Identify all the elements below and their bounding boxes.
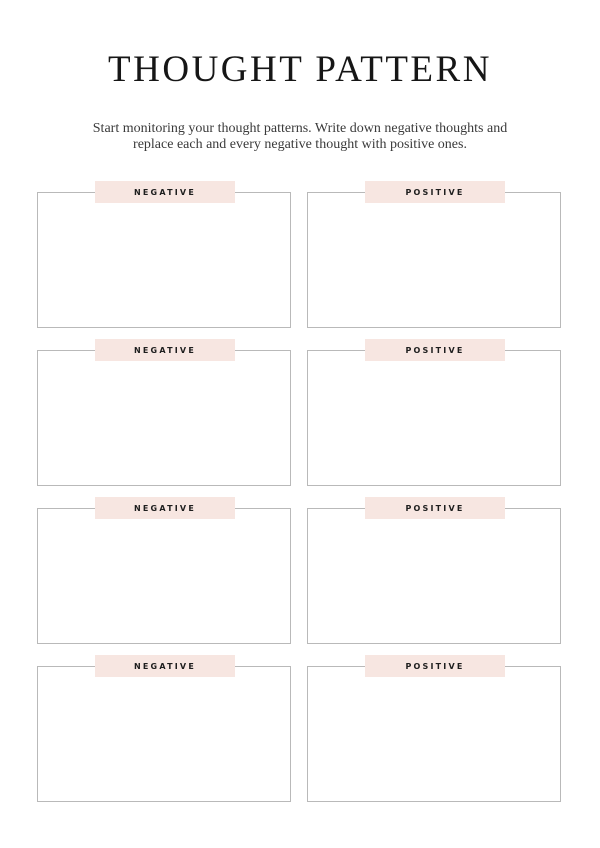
positive-box-3[interactable] [307, 503, 561, 644]
negative-label: NEGATIVE [95, 181, 235, 203]
page-title: THOUGHT PATTERN [108, 49, 492, 90]
instructions-line-1: Start monitoring your thought patterns. Write down negative thoughts and [92, 121, 508, 136]
instructions [50, 121, 550, 153]
negative-box-1[interactable] [37, 187, 291, 328]
negative-box-2[interactable] [37, 345, 291, 486]
negative-box-3[interactable] [37, 503, 291, 644]
negative-label: NEGATIVE [95, 339, 235, 361]
instructions-line-2: replace each and every negative thought with positive ones. [133, 137, 467, 152]
positive-label: POSITIVE [365, 655, 505, 677]
positive-label: POSITIVE [365, 497, 505, 519]
positive-box-4[interactable] [307, 661, 561, 802]
positive-box-2[interactable] [307, 345, 561, 486]
positive-label: POSITIVE [365, 181, 505, 203]
positive-box-1[interactable] [307, 187, 561, 328]
negative-box-4[interactable] [37, 661, 291, 802]
negative-label: NEGATIVE [95, 497, 235, 519]
negative-label: NEGATIVE [95, 655, 235, 677]
positive-label: POSITIVE [365, 339, 505, 361]
